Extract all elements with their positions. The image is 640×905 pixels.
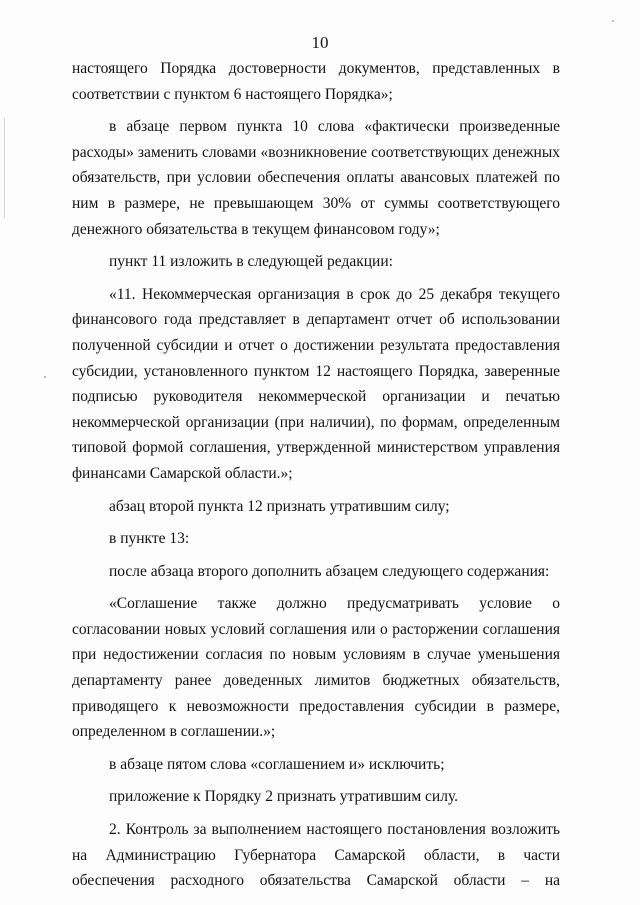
text-line: «11. Некоммерческая организация в срок до 25 декабря текущего	[109, 285, 560, 303]
text-line: субсидии, установленного пунктом 12 настоящего Порядка, заверенные	[72, 362, 560, 380]
text-line: «Соглашение также должно предусматривать условие о	[109, 595, 560, 613]
text-line: подписью руководителя некоммерческой организации и печатью	[72, 388, 560, 406]
text-line: некоммерческой организации (при наличии), по формам, определенным	[72, 413, 560, 431]
paragraph-gap	[72, 584, 560, 591]
text-line: настоящего Порядка достоверности документов, представленных в	[72, 60, 560, 77]
paragraph-gap	[72, 275, 560, 282]
paragraph-gap	[72, 810, 560, 817]
text-line: департаменту ранее доведенных лимитов бюджетных обязательств,	[72, 672, 560, 690]
text-line: согласовании новых условий соглашения или о расторжении соглашения	[72, 620, 560, 638]
text-line: денежного обязательства в текущем финансовом году»;	[72, 220, 440, 238]
text-line: пункт 11 изложить в следующей редакции:	[109, 253, 393, 271]
paragraph-gap	[72, 552, 560, 559]
scan-mark-left	[4, 118, 5, 218]
paragraph-gap	[72, 242, 560, 249]
scan-mark-dot	[44, 376, 46, 378]
text-line: ним в размере, не превышающем 30% от суммы соответствующего	[72, 194, 560, 212]
text-line: после абзаца второго дополнить абзацем следующего содержания:	[109, 562, 550, 580]
text-line: приводящего к невозможности предоставления субсидии в размере,	[72, 697, 560, 715]
text-line: соответствии с пунктом 6 настоящего Порядка»;	[72, 85, 393, 103]
paragraph-gap	[72, 487, 560, 494]
text-line: в абзаце первом пункта 10 слова «фактически произведенные	[109, 118, 560, 136]
text-line: в пункте 13:	[109, 530, 190, 548]
paragraph-gap	[72, 745, 560, 752]
paragraph-gap	[72, 107, 560, 114]
text-line: абзац второй пункта 12 признать утратившим силу;	[109, 497, 450, 515]
text-line: типовой формой соглашения, утвержденной министерством управления	[72, 439, 560, 457]
text-line: финансового года представляет в департамент отчет об использовании	[72, 311, 560, 329]
scan-mark-dot-top	[612, 20, 614, 22]
text-line: 2. Контроль за выполнением настоящего постановления возложить	[109, 821, 560, 839]
text-line: в абзаце пятом слова «соглашением и» исключить;	[109, 755, 445, 773]
text-line: приложение к Порядку 2 признать утратившим силу.	[109, 788, 459, 806]
text-line: расходы» заменить словами «возникновение соответствующих денежных	[72, 143, 560, 161]
paragraph-gap	[72, 519, 560, 526]
text-line: полученной субсидии и отчет о достижении результата предоставления	[72, 336, 560, 354]
text-line: при недостижении согласия по новым условиям в случае уменьшения	[72, 646, 560, 664]
document-body	[72, 56, 560, 894]
page-number: 10	[311, 33, 329, 52]
text-line: финансами Самарской области.»;	[72, 464, 293, 482]
text-line: на Администрацию Губернатора Самарской области, в части	[72, 846, 560, 864]
paragraph-gap	[72, 777, 560, 784]
text-line: определенном в соглашении.»;	[72, 723, 276, 741]
text-line: обеспечения расходного обязательства Самарской области – на	[72, 872, 560, 890]
text-line: обязательств, при условии обеспечения оплаты авансовых платежей по	[72, 169, 560, 187]
